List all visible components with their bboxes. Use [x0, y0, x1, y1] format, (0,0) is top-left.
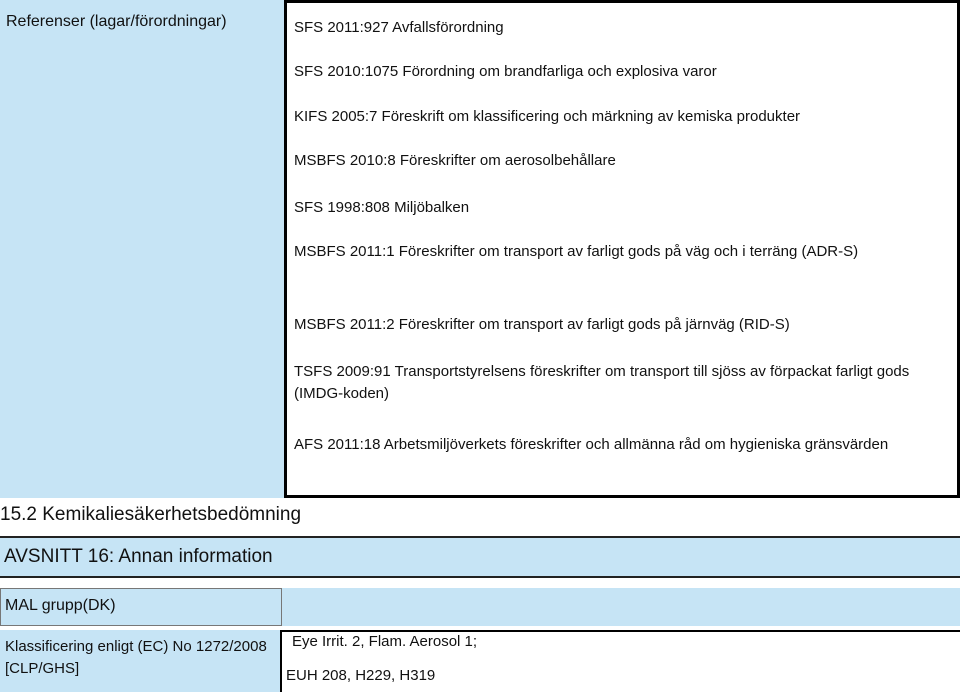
classification-value-line-2: EUH 208, H229, H319 [286, 667, 436, 684]
reference-item: SFS 2011:927 Avfallsförordning [294, 19, 504, 36]
reference-item: TSFS 2009:91 Transportstyrelsens föreskrifter om transport till sjöss av förpackat farligt gods (IMDG-koden) [294, 363, 910, 402]
section-heading: 15.2 Kemikaliesäkerhetsbedömning [0, 504, 302, 525]
references-label: Referenser (lagar/förordningar) [6, 13, 227, 30]
reference-item: AFS 2011:18 Arbetsmiljöverkets föreskrifter och allmänna råd om hygieniska gränsvärden [294, 436, 889, 453]
reference-item: SFS 1998:808 Miljöbalken [294, 199, 470, 216]
reference-item: SFS 2010:1075 Förordning om brandfarliga och explosiva varor [294, 63, 717, 80]
reference-item: KIFS 2005:7 Föreskrift om klassificering och märkning av kemiska produkter [294, 108, 801, 125]
reference-item: MSBFS 2010:8 Föreskrifter om aerosolbehållare [294, 152, 616, 169]
references-label-cell [0, 0, 284, 498]
reference-item: MSBFS 2011:2 Föreskrifter om transport av farligt gods på järnväg (RID-S) [294, 316, 790, 333]
classification-value-line-1: Eye Irrit. 2, Flam. Aerosol 1; [292, 633, 478, 650]
mal-label: MAL grupp(DK) [5, 597, 116, 614]
reference-item: MSBFS 2011:1 Föreskrifter om transport av farligt gods på väg och i terräng (ADR-S) [294, 243, 859, 260]
classification-label: Klassificering enligt (EC) No 1272/2008 [CLP/GHS] [5, 638, 267, 677]
section-16-title: AVSNITT 16: Annan information [4, 546, 273, 567]
